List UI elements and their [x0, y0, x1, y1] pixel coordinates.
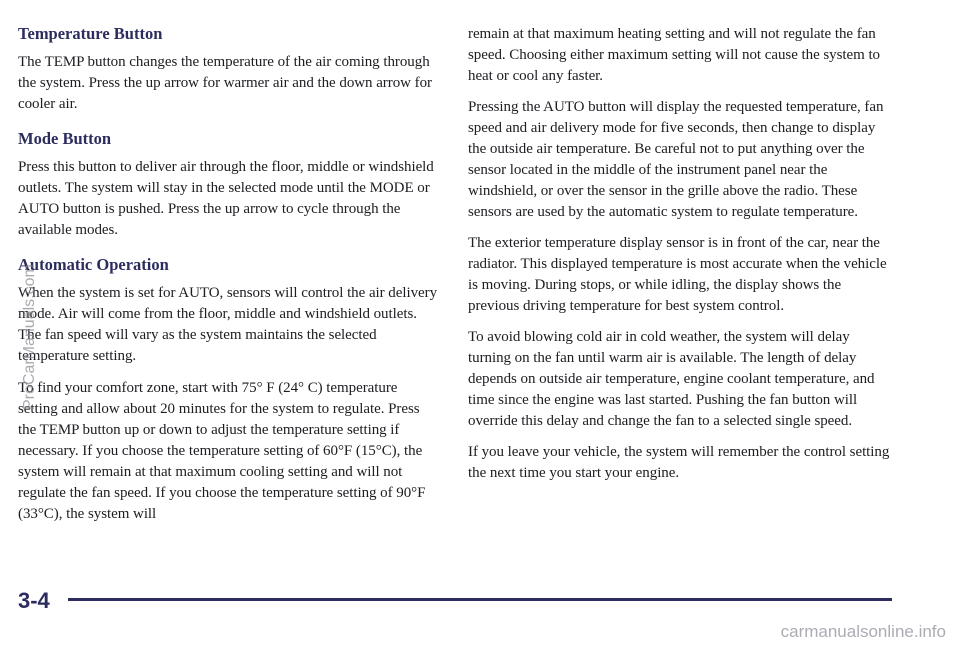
side-watermark	[0, 110, 38, 410]
automatic-operation-text-1: When the system is set for AUTO, sensors will control the air delivery mode. Air will come from the floor, middle and windshield outlets. The fan speed will vary as the system maintains the selected temperature setting.	[18, 285, 438, 364]
right-paragraph-1: remain at that maximum heating setting and will not regulate the fan speed. Choosing either maximum setting will not cause the system to heat or cool any faster.	[468, 26, 881, 84]
automatic-operation-heading: Automatic Operation	[18, 255, 169, 274]
temperature-button-text: The TEMP button changes the temperature of the air coming through the system. Press the up arrow for warmer air and the down arrow for cooler air.	[18, 54, 432, 112]
right-column	[468, 24, 896, 494]
temperature-button-heading: Temperature Button	[18, 24, 163, 43]
left-column	[18, 24, 438, 536]
side-watermark-text: ProCarManuals.com	[21, 264, 38, 410]
right-paragraph-4: To avoid blowing cold air in cold weather, the system will delay turning on the fan until warm air is available. The length of delay depends on outside air temperature, engine coolant temperature, and time since the engine was last started. Pushing the fan button will override this delay and change the fan to a selected single speed.	[468, 329, 875, 429]
mode-button-text: Press this button to deliver air through the floor, middle or windshield outlets. The system will stay in the selected mode until the MODE or AUTO button is pushed. Press the up arrow to cycle through the available modes.	[18, 159, 434, 238]
right-paragraph-3: The exterior temperature display sensor is in front of the car, near the radiator. This displayed temperature is most accurate when the vehicle is moving. During stops, or while idling, the display shows the previous driving temperature for best system control.	[468, 235, 887, 314]
mode-button-heading: Mode Button	[18, 129, 112, 148]
right-paragraph-5: If you leave your vehicle, the system will remember the control setting the next time you start your engine.	[468, 444, 890, 481]
footer-rule	[68, 598, 892, 601]
right-paragraph-2: Pressing the AUTO button will display the requested temperature, fan speed and air delivery mode for five seconds, then change to display the outside air temperature. Be careful not to put anything over the sensor located in the middle of the instrument panel near the windshield, or over the sensor in the grille above the radio. These sensors are used by the automatic system to regulate temperature.	[468, 99, 884, 220]
page-number: 3-4	[18, 588, 50, 613]
automatic-operation-text-2: To find your comfort zone, start with 75° F (24° C) temperature setting and allow about 20 minutes for the system to regulate. Press the TEMP button up or down to adjust the temperature setting if necessary. If you choose the temperature setting of 60°F (15°C), the system will remain at that maximum cooling setting and will not regulate the fan speed. If you choose the temperature setting of 90°F (33°C), the system will	[18, 380, 426, 522]
bottom-watermark: carmanualsonline.info	[780, 622, 946, 641]
